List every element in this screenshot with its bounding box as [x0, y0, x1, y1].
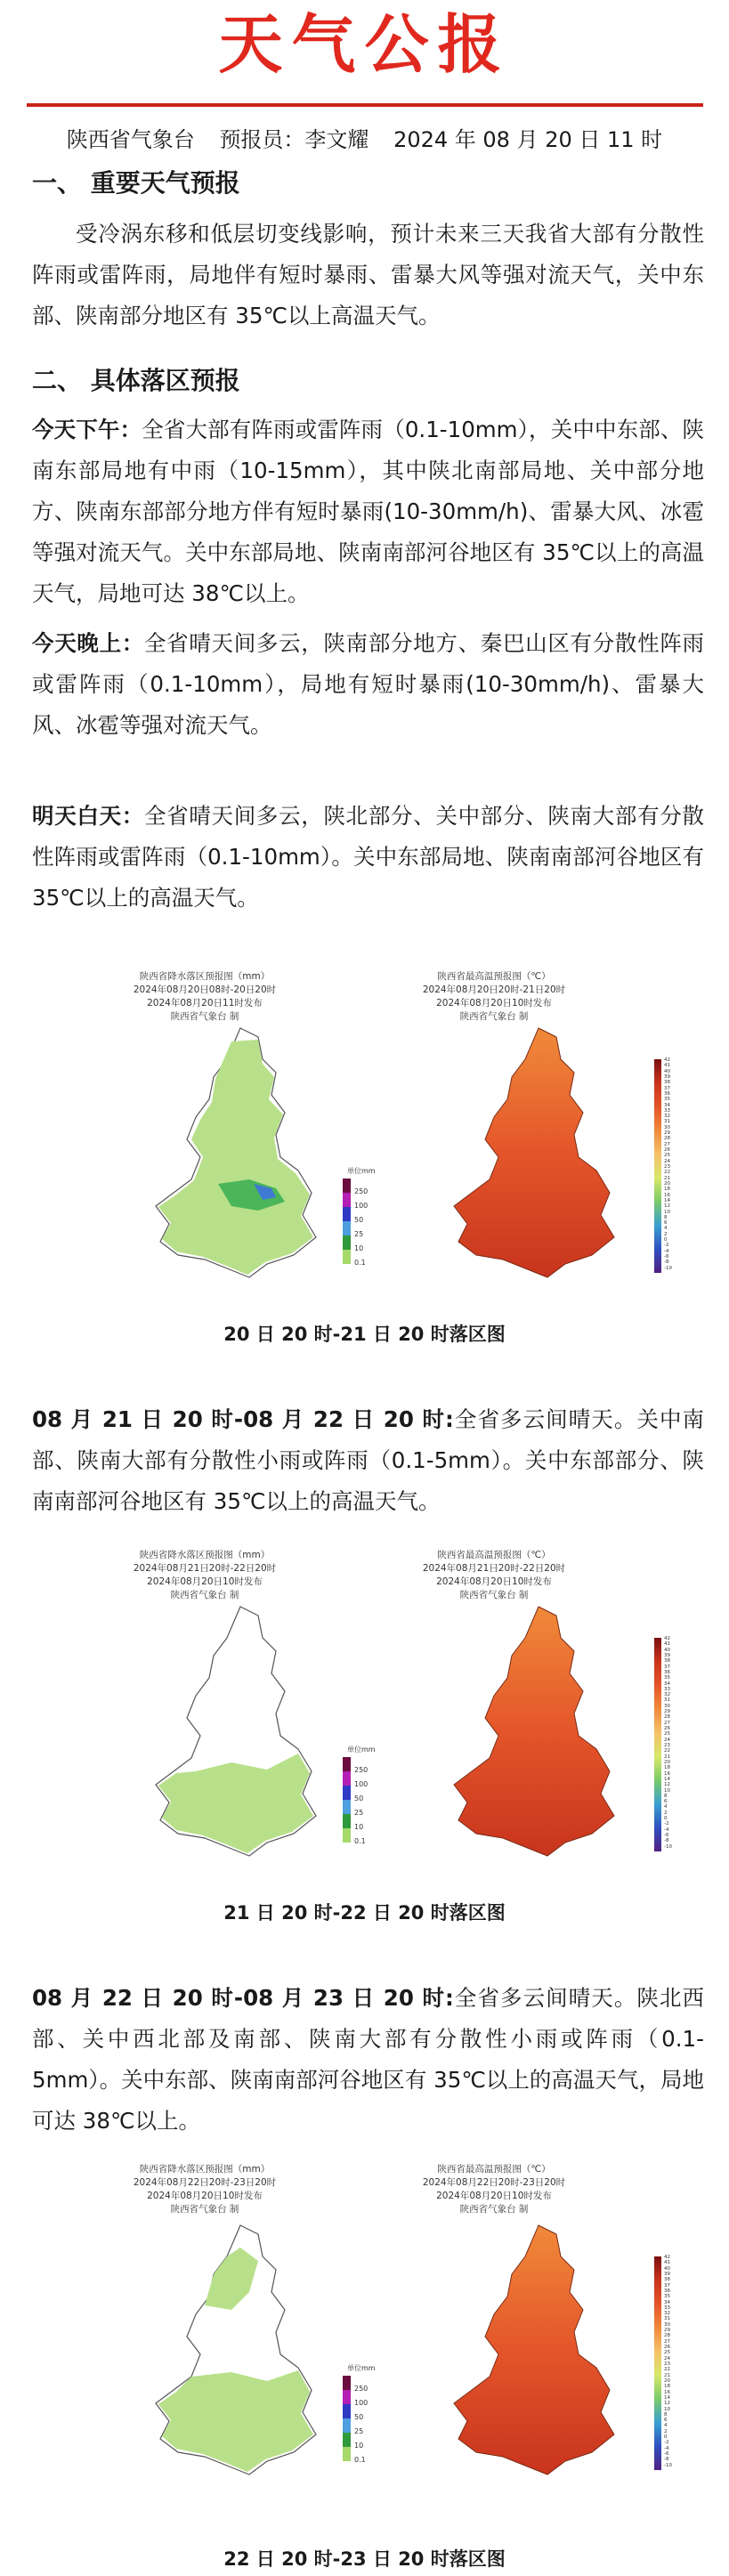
- temp-legend-label: 16: [664, 2389, 670, 2395]
- temp-legend-label: 41: [664, 1063, 670, 1069]
- title-divider: [27, 103, 703, 107]
- rain-map-period: 2024年08月20日08时-20日20时: [133, 984, 277, 995]
- rain-legend-label: 0.1: [354, 1837, 366, 1845]
- temp-legend-label: 2: [664, 2428, 668, 2434]
- rain-map-3-header: [116, 2163, 294, 2216]
- temp-legend-label: -10: [664, 1265, 672, 1271]
- temp-legend-label: 12: [664, 2401, 670, 2407]
- rain-legend-label: 50: [354, 2413, 364, 2421]
- temp-legend-label: 35: [664, 2294, 670, 2300]
- tonight-label: 今天晚上：: [32, 630, 144, 656]
- temp-legend-label: 10: [664, 1787, 670, 1794]
- rain-map-1: [151, 1024, 329, 1282]
- rain-map-1-header: [116, 970, 294, 1024]
- rain-legend-label: 100: [354, 1780, 369, 1788]
- temp-legend-label: 21: [664, 2372, 670, 2378]
- temp-legend-label: 8: [664, 1214, 668, 1220]
- day2-label: 08 月 21 日 20 时-08 月 22 日 20 时:: [32, 1406, 454, 1432]
- temp-legend-label: 25: [664, 1731, 670, 1738]
- rain-legend-swatch-50: [343, 2404, 351, 2418]
- temp-legend-label: 41: [664, 1641, 670, 1648]
- temp-legend-label: 21: [664, 1754, 670, 1760]
- temp-legend-label: 29: [664, 1709, 670, 1715]
- today-afternoon-text: 全省大部有阵雨或雷阵雨（0.1-10mm），关中中东部、陕南东部局地有中雨（10-15mm），其中陕北南部局地、关中部分地方、陕南东部部分地方伴有短时暴雨(10-30mm/h)、雷暴大风、冰雹等强对流天气。关中东部局地、陕南南部河谷地区有 35℃以上的高温天气，局地可达 38℃以上。: [32, 417, 704, 606]
- tomorrow-label: 明天白天：: [32, 803, 144, 829]
- temp-legend-label: 6: [664, 2418, 668, 2424]
- temp-legend-label: 42: [664, 1057, 670, 1063]
- temp-legend-label: 42: [664, 1636, 670, 1641]
- temp-map-title: 陕西省最高温预报图（℃）: [437, 971, 551, 982]
- rain-legend-swatch-250: [343, 2376, 351, 2390]
- day3-paragraph: [32, 1978, 704, 2142]
- temp-legend-label: 25: [664, 1153, 670, 1159]
- temperature-area: [454, 1607, 614, 1856]
- temp-legend-label: 27: [664, 1720, 670, 1726]
- temp-legend-label: 27: [664, 2338, 670, 2345]
- temp-legend-label: 24: [664, 2355, 670, 2361]
- tonight-paragraph: [32, 623, 704, 746]
- temp-legend-label: 14: [664, 1197, 670, 1203]
- temp-legend-label: 0: [664, 2434, 668, 2441]
- rain-legend-label: 25: [354, 1230, 364, 1238]
- tomorrow-paragraph: [32, 796, 704, 919]
- temp-legend-label: 6: [664, 1220, 668, 1227]
- temp-legend-label: 26: [664, 1726, 670, 1732]
- temp-legend-label: 0: [664, 1816, 668, 1822]
- rain-area-light: [158, 1040, 313, 1275]
- temp-legend-label: 25: [664, 2350, 670, 2356]
- temp-legend-label: 31: [664, 1697, 670, 1704]
- temp-legend-label: 31: [664, 2316, 670, 2322]
- rain-legend-unit: 单位mm: [347, 1167, 376, 1175]
- temp-legend-label: 24: [664, 1737, 670, 1743]
- temp-legend-label: -8: [664, 1260, 669, 1266]
- temp-legend-bar: [654, 1059, 661, 1273]
- figure-1-caption: 20 日 20 时-21 日 20 时落区图: [223, 1324, 506, 1345]
- day3-text: 全省多云间晴天。陕北西部、关中西北部及南部、陕南大部有分散性小雨或阵雨（0.1-5mm）。关中东部、陕南南部河谷地区有 35℃以上的高温天气，局地可达 38℃以上。: [32, 1985, 705, 2134]
- temp-map-3-header: [405, 2163, 583, 2216]
- tonight-text: 全省晴天间多云，陕南部分地方、秦巴山区有分散性阵雨或雷阵雨（0.1-10mm），局地有短时暴雨(10-30mm/h)、雷暴大风、冰雹等强对流天气。: [32, 630, 705, 738]
- temp-legend-label: 39: [664, 1652, 670, 1658]
- temp-legend-label: 0: [664, 1237, 668, 1243]
- temp-legend-label: 26: [664, 1147, 670, 1154]
- temp-legend-label: -2: [664, 1821, 669, 1827]
- rain-legend-label: 0.1: [354, 1259, 366, 1267]
- temp-legend-label: 33: [664, 1107, 670, 1114]
- rain-map-2: [151, 1602, 329, 1860]
- rain-legend-swatch-50: [343, 1786, 351, 1800]
- temp-map-3: [450, 2221, 628, 2479]
- temp-legend-label: 33: [664, 2305, 670, 2311]
- temp-legend-label: 34: [664, 1102, 670, 1108]
- temp-legend-label: 6: [664, 1799, 668, 1805]
- temp-legend-label: 28: [664, 2333, 670, 2339]
- rain-map-org: 陕西省气象台 制: [170, 1011, 239, 1022]
- temp-legend-label: 26: [664, 2345, 670, 2351]
- rain-legend-label: 50: [354, 1216, 364, 1224]
- temp-map-issued: 2024年08月20日10时发布: [436, 1576, 552, 1587]
- temp-legend-label: 30: [664, 1703, 670, 1709]
- temp-legend-label: -8: [664, 2457, 669, 2463]
- temp-legend-label: 36: [664, 1090, 670, 1097]
- rain-legend-swatch-100: [343, 1193, 351, 1207]
- rain-legend-label: 100: [354, 2399, 369, 2407]
- temp-legend-label: 32: [664, 1692, 670, 1698]
- rain-legend-swatch-10: [343, 1814, 351, 1828]
- temp-legend-label: 39: [664, 1073, 670, 1080]
- rain-legend-swatch-50: [343, 1207, 351, 1221]
- rain-map-3: [151, 2221, 329, 2479]
- temp-legend-label: 22: [664, 1748, 670, 1754]
- temp-legend-label: 24: [664, 1158, 670, 1164]
- temperature-area: [454, 2225, 614, 2475]
- temp-legend-label: 4: [664, 2423, 668, 2429]
- temp-legend-label: 4: [664, 1804, 668, 1810]
- day3-label: 08 月 22 日 20 时-08 月 23 日 20 时:: [32, 1985, 454, 2011]
- rain-legend-swatch-100: [343, 2390, 351, 2404]
- rain-legend-label: 10: [354, 2442, 364, 2450]
- rain-legend-label: 10: [354, 1244, 364, 1252]
- rain-legend-swatch-01: [343, 1828, 351, 1843]
- temp-legend-label: 23: [664, 1164, 670, 1170]
- temp-legend-label: 12: [664, 1203, 670, 1210]
- rain-legend-2: [338, 1745, 392, 1851]
- figure-2: [0, 1531, 729, 1887]
- temp-legend-label: 10: [664, 2406, 670, 2412]
- rain-legend-3: [338, 2363, 392, 2470]
- rain-legend-1: [338, 1166, 392, 1273]
- temp-legend-label: 20: [664, 2378, 670, 2384]
- temp-legend-label: 29: [664, 2328, 670, 2334]
- temp-legend-label: 20: [664, 1759, 670, 1765]
- temp-legend-label: 8: [664, 1793, 668, 1799]
- temp-legend-label: 34: [664, 2299, 670, 2305]
- rain-map-2-header: [116, 1549, 294, 1602]
- temp-legend-label: 31: [664, 1119, 670, 1125]
- rain-legend-label: 25: [354, 1809, 364, 1817]
- rain-legend-label: 0.1: [354, 2456, 366, 2464]
- rain-legend-swatch-25: [343, 1221, 351, 1235]
- temp-legend-label: -4: [664, 2445, 669, 2451]
- temp-legend-label: 30: [664, 2321, 670, 2328]
- agency: 陕西省气象台: [66, 127, 195, 152]
- temp-legend-label: -6: [664, 1833, 669, 1839]
- figure-1: [0, 952, 729, 1308]
- rain-map-org: 陕西省气象台 制: [170, 2204, 239, 2215]
- rain-map-period: 2024年08月22日20时-23日20时: [133, 2177, 277, 2188]
- temp-legend-label: 22: [664, 1170, 670, 1176]
- temp-legend-label: 28: [664, 1714, 670, 1721]
- rain-legend-label: 25: [354, 2427, 364, 2435]
- temp-legend-label: 37: [664, 2282, 670, 2288]
- temp-legend-label: 23: [664, 1743, 670, 1748]
- temp-legend-label: 40: [664, 2265, 670, 2272]
- temp-legend-label: 32: [664, 1114, 670, 1120]
- rain-legend-swatch-25: [343, 1800, 351, 1814]
- temp-legend-label: 21: [664, 1175, 670, 1181]
- temp-legend-label: 8: [664, 2411, 668, 2418]
- temp-legend-label: 35: [664, 1097, 670, 1103]
- forecaster: 预报员：李文耀: [219, 127, 369, 152]
- rain-legend-label: 50: [354, 1794, 364, 1802]
- today-afternoon-label: 今天下午：: [32, 417, 142, 442]
- temp-legend-label: 18: [664, 1187, 670, 1193]
- temp-legend-2: [654, 1638, 690, 1851]
- section1-heading: 一、 重要天气预报: [32, 168, 240, 198]
- temperature-area: [454, 1028, 614, 1277]
- section2-heading: 二、 具体落区预报: [32, 366, 240, 395]
- rain-legend-label: 10: [354, 1823, 364, 1831]
- issue-time: 2024 年 08 月 20 日 11 时: [393, 127, 663, 152]
- temp-legend-label: 16: [664, 1770, 670, 1777]
- rain-legend-label: 250: [354, 2385, 369, 2393]
- rain-legend-swatch-01: [343, 2447, 351, 2461]
- temp-legend-label: 38: [664, 2277, 670, 2283]
- temp-map-2-header: [405, 1549, 583, 1602]
- temp-legend-label: 18: [664, 1765, 670, 1771]
- temp-legend-label: 30: [664, 1124, 670, 1130]
- tomorrow-text: 全省晴天间多云，陕北部分、关中部分、陕南大部有分散性阵雨或雷阵雨（0.1-10mm）。关中东部局地、陕南南部河谷地区有 35℃以上的高温天气。: [32, 803, 705, 911]
- temp-legend-label: 37: [664, 1664, 670, 1670]
- rain-map-issued: 2024年08月20日11时发布: [147, 998, 263, 1009]
- rain-map-title: 陕西省降水落区预报图（mm）: [139, 1550, 271, 1560]
- temp-legend-label: 29: [664, 1130, 670, 1137]
- temp-legend-3: [654, 2256, 690, 2470]
- temp-legend-label: -6: [664, 1254, 669, 1260]
- temp-map-org: 陕西省气象台 制: [459, 1590, 529, 1600]
- temp-map-period: 2024年08月21日20时-22日20时: [422, 1563, 566, 1574]
- temp-legend-label: 36: [664, 1669, 670, 1675]
- figure-3: [0, 2154, 729, 2510]
- rain-legend-swatch-01: [343, 1250, 351, 1264]
- bulletin-title: 天气公报: [218, 7, 511, 82]
- temp-map-org: 陕西省气象台 制: [459, 1011, 529, 1022]
- rain-map-issued: 2024年08月20日10时发布: [147, 1576, 263, 1587]
- temp-legend-label: 40: [664, 1647, 670, 1653]
- rain-legend-swatch-25: [343, 2418, 351, 2433]
- temp-legend-bar: [654, 1638, 661, 1851]
- figure-2-caption: 21 日 20 时-22 日 20 时落区图: [223, 1902, 506, 1924]
- rain-legend-swatch-10: [343, 2433, 351, 2447]
- temp-legend-label: 40: [664, 1068, 670, 1074]
- day2-paragraph: [32, 1399, 704, 1522]
- temp-legend-label: 33: [664, 1686, 670, 1692]
- temp-legend-label: -2: [664, 1243, 669, 1249]
- rain-map-issued: 2024年08月20日10时发布: [147, 2191, 263, 2201]
- temp-map-2: [450, 1602, 628, 1860]
- rain-legend-label: 100: [354, 1202, 369, 1210]
- temp-map-issued: 2024年08月20日10时发布: [436, 998, 552, 1009]
- temp-legend-label: 2: [664, 1810, 668, 1816]
- rain-legend-unit: 单位mm: [347, 1746, 376, 1754]
- temp-legend-label: 20: [664, 1180, 670, 1187]
- temp-legend-label: 10: [664, 1209, 670, 1215]
- temp-legend-label: 14: [664, 1776, 670, 1782]
- rain-legend-label: 250: [354, 1187, 369, 1195]
- today-afternoon-paragraph: [32, 409, 704, 614]
- rain-legend-label: 250: [354, 1766, 369, 1774]
- temp-legend-label: 38: [664, 1658, 670, 1665]
- day2-text: 全省多云间晴天。关中南部、陕南大部有分散性小雨或阵雨（0.1-5mm）。关中东部部分、陕南南部河谷地区有 35℃以上的高温天气。: [32, 1406, 705, 1514]
- figure-3-caption: 22 日 20 时-23 日 20 时落区图: [223, 2548, 506, 2570]
- temp-legend-label: -8: [664, 1838, 669, 1844]
- temp-map-period: 2024年08月22日20时-23日20时: [422, 2177, 566, 2188]
- temp-legend-label: 28: [664, 1136, 670, 1142]
- rain-map-title: 陕西省降水落区预报图（mm）: [139, 2164, 271, 2175]
- rain-legend-swatch-100: [343, 1771, 351, 1786]
- temp-legend-label: 27: [664, 1141, 670, 1147]
- rain-legend-swatch-250: [343, 1757, 351, 1771]
- rain-map-title: 陕西省降水落区预报图（mm）: [139, 971, 271, 982]
- temp-legend-label: 34: [664, 1681, 670, 1687]
- temp-map-1: [450, 1024, 628, 1282]
- temp-legend-label: 14: [664, 2394, 670, 2401]
- rain-legend-unit: 单位mm: [347, 2364, 376, 2372]
- temp-legend-label: -10: [664, 2462, 672, 2468]
- temp-legend-label: -6: [664, 2451, 669, 2458]
- temp-map-1-header: [405, 970, 583, 1024]
- temp-legend-label: 18: [664, 2384, 670, 2390]
- rain-map-period: 2024年08月21日20时-22日20时: [133, 1563, 277, 1574]
- temp-legend-label: -10: [664, 1843, 672, 1850]
- rain-legend-swatch-250: [343, 1179, 351, 1193]
- temp-legend-label: 37: [664, 1085, 670, 1091]
- temp-legend-label: 42: [664, 2255, 670, 2260]
- temp-legend-label: 16: [664, 1192, 670, 1198]
- temp-legend-label: 41: [664, 2260, 670, 2266]
- temp-map-title: 陕西省最高温预报图（℃）: [437, 2164, 551, 2175]
- temp-legend-bar: [654, 2256, 661, 2470]
- temp-legend-label: 38: [664, 1080, 670, 1086]
- rain-legend-swatch-10: [343, 1235, 351, 1250]
- temp-map-title: 陕西省最高温预报图（℃）: [437, 1550, 551, 1560]
- temp-map-issued: 2024年08月20日10时发布: [436, 2191, 552, 2201]
- temp-legend-label: 12: [664, 1782, 670, 1788]
- temp-legend-label: 36: [664, 2288, 670, 2294]
- temp-legend-label: 32: [664, 2311, 670, 2317]
- section1-body: 受冷涡东移和低层切变线影响，预计未来三天我省大部有分散性阵雨或雷阵雨，局地伴有短时暴雨、雷暴大风等强对流天气，关中东部、陕南部分地区有 35℃以上高温天气。: [32, 221, 704, 328]
- temp-legend-label: -4: [664, 1248, 669, 1254]
- temp-legend-label: 4: [664, 1226, 668, 1232]
- temp-map-period: 2024年08月20日20时-21日20时: [422, 984, 566, 995]
- temp-legend-label: -4: [664, 1827, 669, 1833]
- temp-legend-label: 2: [664, 1231, 668, 1237]
- temp-map-org: 陕西省气象台 制: [459, 2204, 529, 2215]
- temp-legend-label: 23: [664, 2361, 670, 2367]
- rain-map-org: 陕西省气象台 制: [170, 1590, 239, 1600]
- issue-info: [0, 125, 729, 155]
- temp-legend-label: 35: [664, 1675, 670, 1681]
- temp-legend-label: 39: [664, 2271, 670, 2277]
- temp-legend-1: [654, 1059, 690, 1273]
- temp-legend-label: 22: [664, 2367, 670, 2373]
- temp-legend-label: -2: [664, 2440, 669, 2446]
